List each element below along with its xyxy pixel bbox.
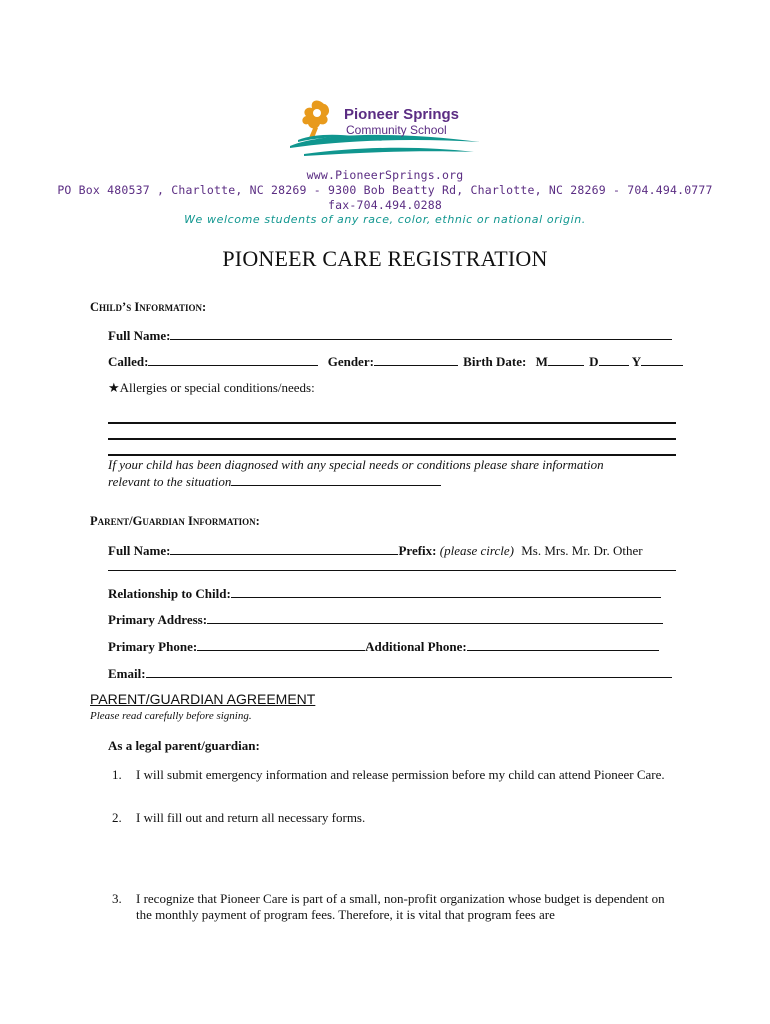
special-needs-note-row — [108, 473, 441, 490]
logo-subtitle: Community School — [346, 123, 447, 137]
parent-name-row — [108, 542, 643, 559]
email-field[interactable] — [146, 665, 672, 678]
birth-day-field[interactable] — [599, 353, 629, 366]
school-logo — [284, 96, 484, 160]
primary-phone-label: Primary Phone: — [108, 639, 198, 654]
child-full-name-field[interactable] — [170, 327, 672, 340]
allergies-label: Allergies or special conditions/needs: — [119, 380, 315, 395]
agreement-item-number: 1. — [112, 767, 122, 782]
prefix-options[interactable]: Ms. Mrs. Mr. Dr. Other — [521, 543, 643, 558]
phone-row — [108, 638, 659, 655]
child-called-label: Called: — [108, 354, 149, 369]
agreement-item-number: 2. — [112, 810, 122, 825]
primary-phone-field[interactable] — [197, 638, 365, 651]
agreement-item — [112, 891, 672, 923]
primary-address-field[interactable] — [207, 611, 663, 624]
child-gender-label: Gender: — [327, 354, 374, 369]
address-line: PO Box 480537 , Charlotte, NC 28269 - 9300 Bob Beatty Rd, Charlotte, NC 28269 - 704.494.0777 — [57, 183, 713, 197]
additional-phone-label: Additional Phone: — [365, 639, 467, 654]
birth-day-label: D — [589, 354, 599, 369]
agreement-item-text: I will submit emergency information and release permission before my child can attend Pioneer Care. — [136, 767, 665, 782]
email-label: Email: — [108, 666, 146, 681]
parent-full-name-label: Full Name: — [108, 543, 171, 558]
relationship-row — [108, 585, 661, 602]
parent-name-line-2[interactable] — [108, 570, 676, 571]
allergies-row — [108, 380, 315, 396]
child-gender-field[interactable] — [374, 353, 458, 366]
child-called-row — [108, 353, 683, 370]
child-info-heading: Child’s Information: — [90, 300, 207, 314]
birth-month-field[interactable] — [548, 353, 584, 366]
parent-full-name-field[interactable] — [170, 542, 398, 555]
special-needs-note-line-1: If your child has been diagnosed with any special needs or conditions please share information — [108, 457, 604, 472]
agreement-item — [112, 810, 672, 826]
agreement-item — [112, 767, 672, 799]
child-birth-label: Birth Date: — [463, 354, 527, 369]
primary-address-label: Primary Address: — [108, 612, 208, 627]
birth-year-field[interactable] — [641, 353, 683, 366]
child-full-name-row — [108, 327, 672, 344]
child-called-field[interactable] — [148, 353, 318, 366]
birth-year-label: Y — [631, 354, 642, 369]
prefix-hint: (please circle) — [439, 543, 514, 558]
star-icon: ★ — [108, 380, 120, 395]
relationship-label: Relationship to Child: — [108, 586, 231, 601]
page-title: PIONEER CARE REGISTRATION — [222, 246, 548, 271]
agreement-subheading: Please read carefully before signing. — [90, 710, 252, 722]
agreement-item-number: 3. — [112, 891, 122, 906]
email-row — [108, 665, 672, 682]
address-row — [108, 611, 663, 628]
allergies-line-2[interactable] — [108, 438, 676, 440]
prefix-label: Prefix: — [398, 543, 437, 558]
special-needs-field[interactable] — [231, 473, 441, 486]
agreement-item-text: I recognize that Pioneer Care is part of a small, non-profit organization whose budget is dependent on the monthly payment of program fees. Therefore, it is vital that program fees are — [136, 891, 665, 922]
allergies-line-1[interactable] — [108, 422, 676, 424]
parent-info-heading: Parent/Guardian Information: — [90, 514, 260, 528]
logo-name: Pioneer Springs — [344, 106, 460, 123]
website-line: www.PioneerSprings.org — [306, 168, 464, 182]
child-full-name-label: Full Name: — [108, 328, 171, 343]
additional-phone-field[interactable] — [467, 638, 659, 651]
agreement-heading: PARENT/GUARDIAN AGREEMENT — [90, 691, 316, 707]
welcome-line: We welcome students of any race, color, ethnic or national origin. — [184, 213, 586, 226]
special-needs-note-line-2: relevant to the situation — [108, 474, 232, 489]
agreement-item-text: I will fill out and return all necessary forms. — [136, 810, 366, 825]
fax-line: fax-704.494.0288 — [328, 198, 442, 212]
relationship-field[interactable] — [231, 585, 661, 598]
agreement-lead: As a legal parent/guardian: — [108, 738, 260, 753]
allergies-line-3[interactable] — [108, 454, 676, 456]
birth-month-label: M — [535, 354, 548, 369]
